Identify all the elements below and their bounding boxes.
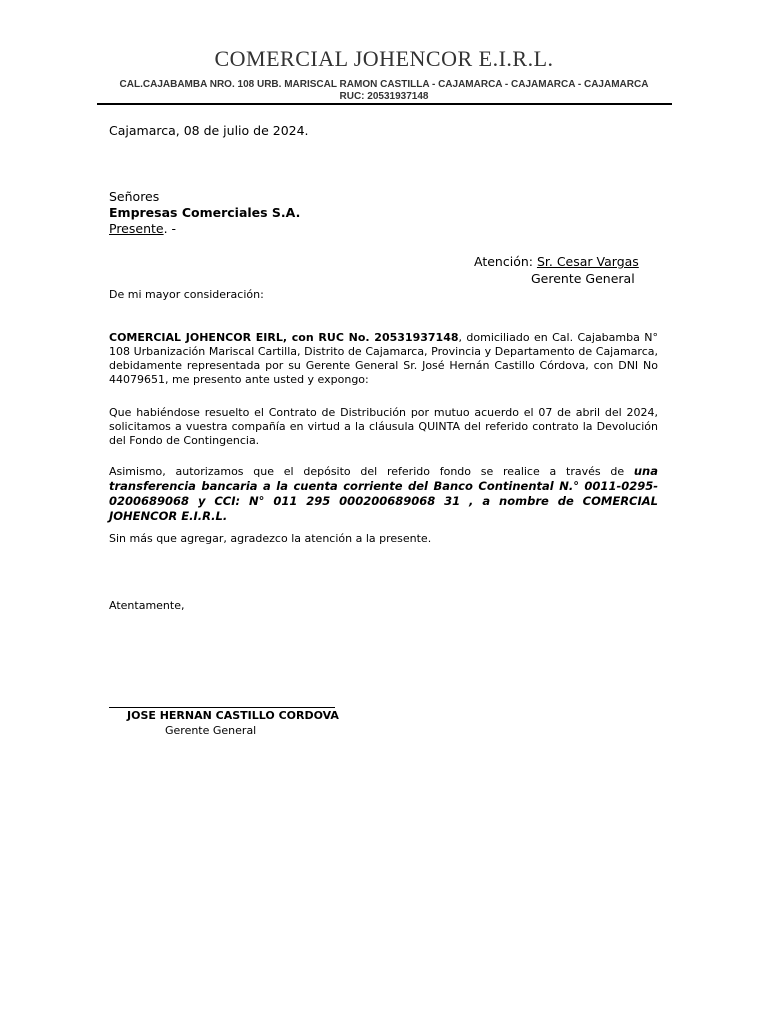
paragraph-transfer-plain: Asimismo, autorizamos que el depósito del referido fondo se realice a través de	[109, 465, 634, 478]
letterhead-address	[96, 79, 672, 103]
closing-sentence: Sin más que agregar, agradezco la atención a la presente.	[109, 532, 432, 545]
date-line: Cajamarca, 08 de julio de 2024.	[109, 123, 309, 138]
paragraph-transfer-bank: una transferencia bancaria a la cuenta corriente del Banco Continental N.° 0011-0295-0200689068 y CCI: N° 011 295 000200689068 31 , a nombre de COMERCIAL JOHENCOR E.I.R.L.	[109, 464, 658, 523]
paragraph-intro	[109, 331, 658, 387]
paragraph-transfer	[109, 464, 658, 524]
signature-line	[109, 707, 335, 708]
attention-title: Gerente General	[531, 271, 635, 286]
sign-off: Atentamente,	[109, 599, 185, 612]
attention-name: Sr. Cesar Vargas	[536, 254, 639, 269]
attention-label: Atención:	[474, 254, 537, 269]
ruc-line: RUC: 20531937148	[339, 91, 429, 102]
salutation: Señores	[109, 189, 160, 204]
presente-word: Presente	[109, 221, 164, 236]
signer-name: JOSE HERNAN CASTILLO CORDOVA	[127, 709, 339, 722]
presente-line	[109, 221, 176, 237]
presente-suffix: . -	[163, 221, 177, 236]
greeting: De mi mayor consideración:	[109, 288, 264, 301]
header-divider	[97, 103, 672, 105]
paragraph-intro-rest: , domiciliado en Cal. Cajabamba N° 108 Urbanización Mariscal Cartilla, Distrito de Cajamarca, Provincia y Departamento de Cajamarca, debidamente representada por su Gerente General Sr. José Hernán Castillo Córdova, con DNI No 44079651, me presento ante usted y expongo:	[109, 331, 658, 386]
paragraph-intro-bold: COMERCIAL JOHENCOR EIRL, con RUC No. 20531937148	[109, 331, 459, 344]
signer-title: Gerente General	[165, 724, 257, 737]
address-line: CAL.CAJABAMBA NRO. 108 URB. MARISCAL RAMON CASTILLA - CAJAMARCA - CAJAMARCA - CAJAMARCA	[119, 79, 649, 90]
company-name: COMERCIAL JOHENCOR E.I.R.L.	[214, 46, 554, 71]
paragraph-contract: Que habiéndose resuelto el Contrato de Distribución por mutuo acuerdo el 07 de abril del 2024, solicitamos a vuestra compañía en virtud a la cláusula QUINTA del referido contrato la Devolución del Fondo de Contingencia.	[109, 406, 658, 447]
recipient-name: Empresas Comerciales S.A.	[109, 205, 301, 220]
attention-line	[474, 254, 639, 270]
